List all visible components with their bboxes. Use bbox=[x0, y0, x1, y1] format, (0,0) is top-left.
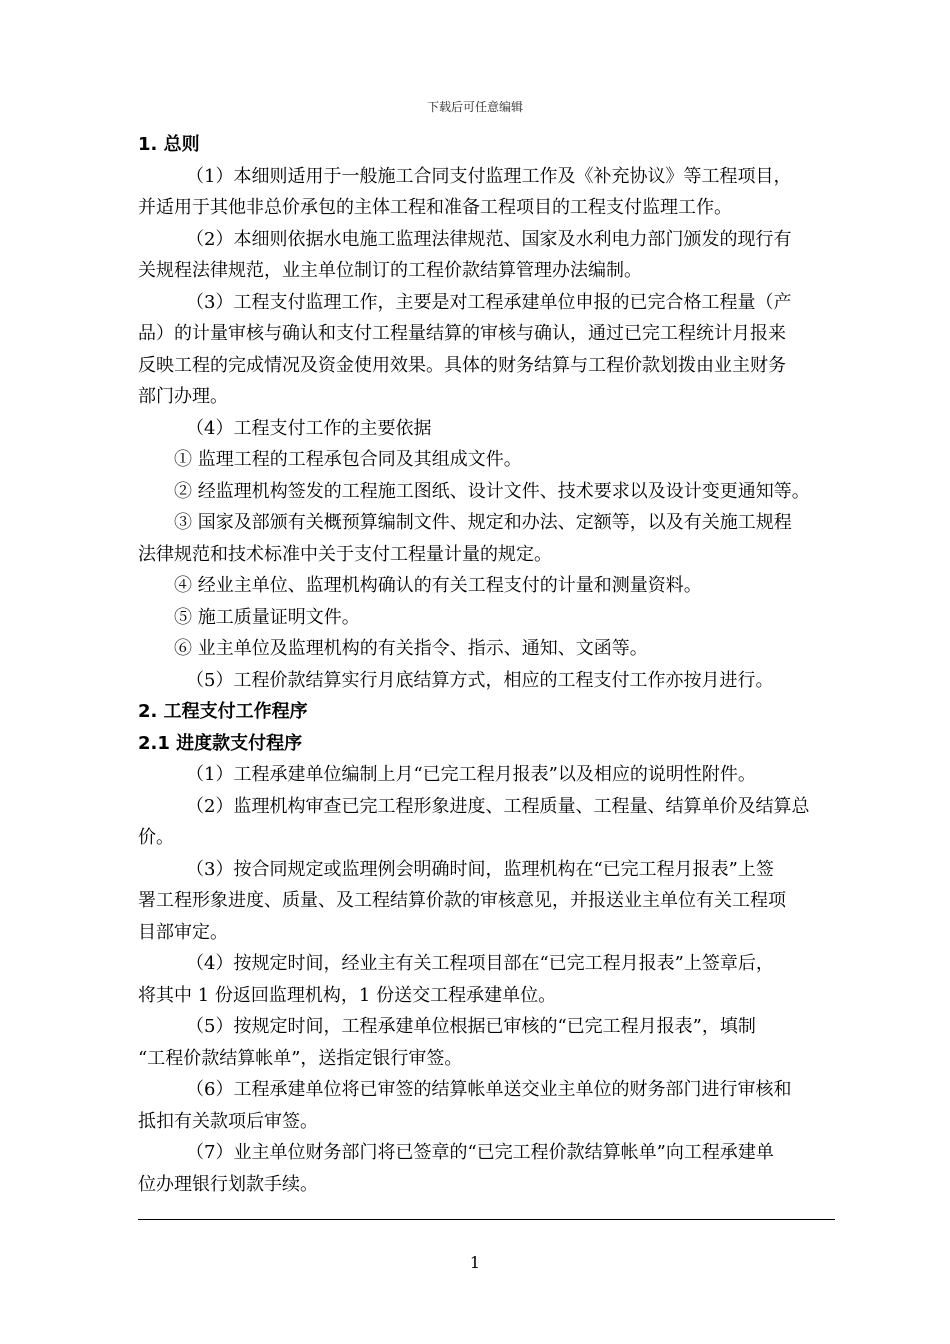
paragraph-line: （6）工程承建单位将已审签的结算帐单送交业主单位的财务部门进行审核和 bbox=[186, 1079, 792, 1100]
paragraph-line: （1）本细则适用于一般施工合同支付监理工作及《补充协议》等工程项目， bbox=[186, 165, 792, 187]
paragraph-line: 部门办理。 bbox=[138, 386, 228, 407]
paragraph-line: 关规程法律规范，业主单位制订的工程价款结算管理办法编制。 bbox=[138, 260, 642, 281]
paragraph-line: （3）按合同规定或监理例会明确时间，监理机构在“已完工程月报表”上签 bbox=[186, 858, 774, 880]
paragraph-line: 反映工程的完成情况及资金使用效果。具体的财务结算与工程价款划拨由业主财务 bbox=[138, 354, 786, 376]
paragraph-line: 价。 bbox=[138, 827, 174, 848]
list-item: ① 监理工程的工程承包合同及其组成文件。 bbox=[174, 449, 522, 470]
list-item-continuation: 法律规范和技术标准中关于支付工程量计量的规定。 bbox=[138, 543, 552, 565]
document-body bbox=[138, 129, 838, 1200]
paragraph-line: 目部审定。 bbox=[138, 921, 228, 943]
paragraph-line: “工程价款结算帐单”，送指定银行审签。 bbox=[138, 1047, 463, 1069]
paragraph-line: （3）工程支付监理工作，主要是对工程承建单位申报的已完合格工程量（产 bbox=[186, 291, 792, 313]
paragraph-line: 将其中 1 份返回监理机构，1 份送交工程承建单位。 bbox=[138, 984, 557, 1006]
list-item: ② 经监理机构签发的工程施工图纸、设计文件、技术要求以及设计变更通知等。 bbox=[174, 480, 810, 502]
page-number: 1 bbox=[469, 1253, 481, 1272]
section-heading-2: 2. 工程支付工作程序 bbox=[138, 701, 308, 722]
paragraph-line: （7）业主单位财务部门将已签章的“已完工程价款结算帐单”向工程承建单 bbox=[186, 1142, 774, 1163]
list-item: ④ 经业主单位、监理机构确认的有关工程支付的计量和测量资料。 bbox=[174, 575, 702, 596]
paragraph-line: 并适用于其他非总价承包的主体工程和准备工程项目的工程支付监理工作。 bbox=[138, 197, 732, 218]
subsection-heading-2-1: 2.1 进度款支付程序 bbox=[138, 732, 303, 754]
paragraph-line: 抵扣有关款项后审签。 bbox=[138, 1110, 318, 1132]
paragraph-line: 位办理银行划款手续。 bbox=[138, 1173, 318, 1195]
paragraph-line: （4）按规定时间，经业主有关工程项目部在“已完工程月报表”上签章后， bbox=[186, 953, 774, 974]
paragraph-line: （2）本细则依据水电施工监理法律规范、国家及水利电力部门颁发的现行有 bbox=[186, 228, 792, 250]
list-item: ⑥ 业主单位及监理机构的有关指令、指示、通知、文函等。 bbox=[174, 638, 648, 659]
paragraph-line: （5）按规定时间，工程承建单位根据已审核的“已完工程月报表”，填制 bbox=[186, 1016, 756, 1037]
list-item: ⑤ 施工质量证明文件。 bbox=[174, 606, 360, 628]
section-heading-1: 1. 总则 bbox=[138, 134, 200, 155]
footer-divider bbox=[138, 1219, 835, 1220]
page-header: 下载后可任意编辑 bbox=[426, 100, 523, 114]
paragraph-line: 品）的计量审核与确认和支付工程量结算的审核与确认，通过已完工程统计月报来 bbox=[138, 323, 786, 344]
paragraph-line: （1）工程承建单位编制上月“已完工程月报表”以及相应的说明性附件。 bbox=[186, 764, 756, 785]
paragraph-line: （2）监理机构审查已完工程形象进度、工程质量、工程量、结算单价及结算总 bbox=[186, 795, 810, 817]
paragraph-line: 署工程形象进度、质量、及工程结算价款的审核意见，并报送业主单位有关工程项 bbox=[138, 890, 786, 911]
paragraph-line: （5）工程价款结算实行月底结算方式，相应的工程支付工作亦按月进行。 bbox=[186, 669, 774, 691]
paragraph-line: （4）工程支付工作的主要依据 bbox=[186, 417, 432, 439]
list-item: ③ 国家及部颁有关概预算编制文件、规定和办法、定额等，以及有关施工规程 bbox=[174, 512, 792, 533]
